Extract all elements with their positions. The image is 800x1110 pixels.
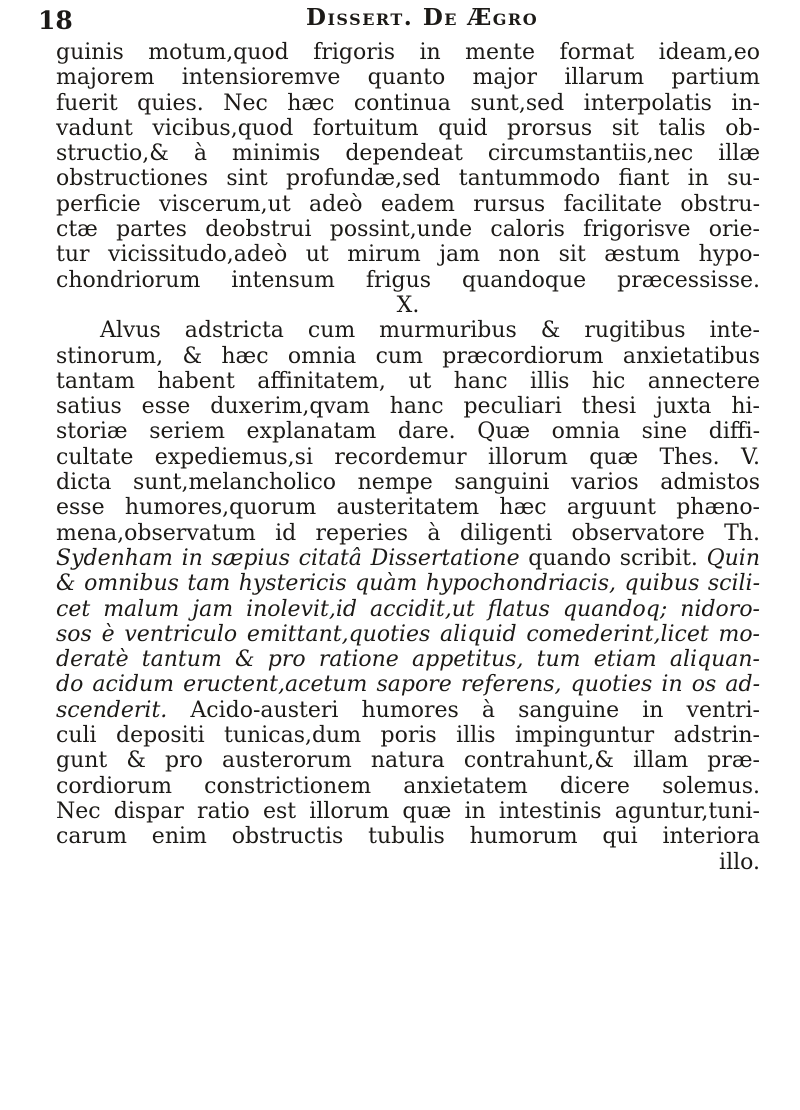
catchword: illo. [719,849,760,875]
quotation-line: sos è ventriculo emittant,quoties aliquid comederint,licet mo- [56,621,760,647]
text-line-citation [56,546,760,571]
quotation-start: Quin [706,545,760,571]
text-line: structio,& à minimis dependeat circumstantiis,nec illæ [56,141,760,167]
text-line: tantam habent affinitatem, ut hanc illis hic annectere [56,368,760,394]
text-line: esse humores,quorum austeritatem hæc arguunt phæno- [56,495,760,521]
quotation-end: scenderit. [56,697,168,723]
running-head: Dissert. De Ægro [306,4,539,31]
text-line: majorem intensioremve quanto major illarum partium [56,65,760,91]
text-line: mena,observatum id reperies à diligenti observatore Th. [56,520,760,546]
text-line: cordiorum constrictionem anxietatem dicere solemus. [56,773,760,799]
text-line: culi depositi tunicas,dum poris illis impinguntur adstrin- [56,723,760,749]
body-text [56,40,760,875]
text-resume: Acido-austeri humores à sanguine in ventri- [167,697,760,723]
text-line: chondriorum intensum frigus quandoque præcessisse. [56,267,760,293]
quotation-line: deratè tantum & pro ratione appetitus, tum etiam aliquan- [56,647,760,673]
text-line: dicta sunt,melancholico nempe sanguini varios admistos [56,470,760,496]
text-line: cultate expediemus,si recordemur illorum quæ Thes. V. [56,444,760,470]
text-line: perficie viscerum,ut adeò eadem rursus facilitate obstru- [56,191,760,217]
text-line: ctæ partes deobstrui possint,unde caloris frigorisve orie- [56,217,760,243]
text-line: Alvus adstricta cum murmuribus & rugitibus inte- [100,318,760,344]
text-line: storiæ seriem explanatam dare. Quæ omnia sine diffi- [56,419,760,445]
citation-title: Sydenham in sæpius citatâ Dissertatione [56,545,529,571]
text-line: guinis motum,quod frigoris in mente format ideam,eo [56,40,760,65]
text-line: satius esse duxerim,qvam hanc peculiari thesi juxta hi- [56,394,760,420]
text-line: vadunt vicibus,quod fortuitum quid prorsus sit talis ob- [56,115,760,141]
text-line: gunt & pro austerorum natura contrahunt,& illam præ- [56,748,760,774]
quotation-line: do acidum eructent,acetum sapore referens, quoties in os ad- [56,672,760,698]
text-line: fuerit quies. Nec hæc continua sunt,sed interpolatis in- [56,90,760,116]
text-line: obstructiones sint profundæ,sed tantummodo fiant in su- [56,166,760,192]
citation-roman: quando scribit. [528,545,707,571]
quotation-line: cet malum jam inolevit,id accidit,ut flatus quandoq; nidoro- [56,596,760,622]
text-line: tur vicissitudo,adeò ut mirum jam non sit æstum hypo- [56,242,760,268]
text-line-mixed [56,698,760,723]
text-line: carum enim obstructis tubulis humorum qui interiora [56,824,760,850]
page-header [38,2,758,34]
section-number: X. [396,292,420,318]
page-number: 18 [38,6,73,35]
quotation-line: & omnibus tam hystericis quàm hypochondriacis, quibus scili- [56,571,760,597]
text-line: Nec dispar ratio est illorum quæ in intestinis aguntur,tuni- [56,798,760,824]
text-line: stinorum, & hæc omnia cum præcordiorum anxietatibus [56,343,760,369]
